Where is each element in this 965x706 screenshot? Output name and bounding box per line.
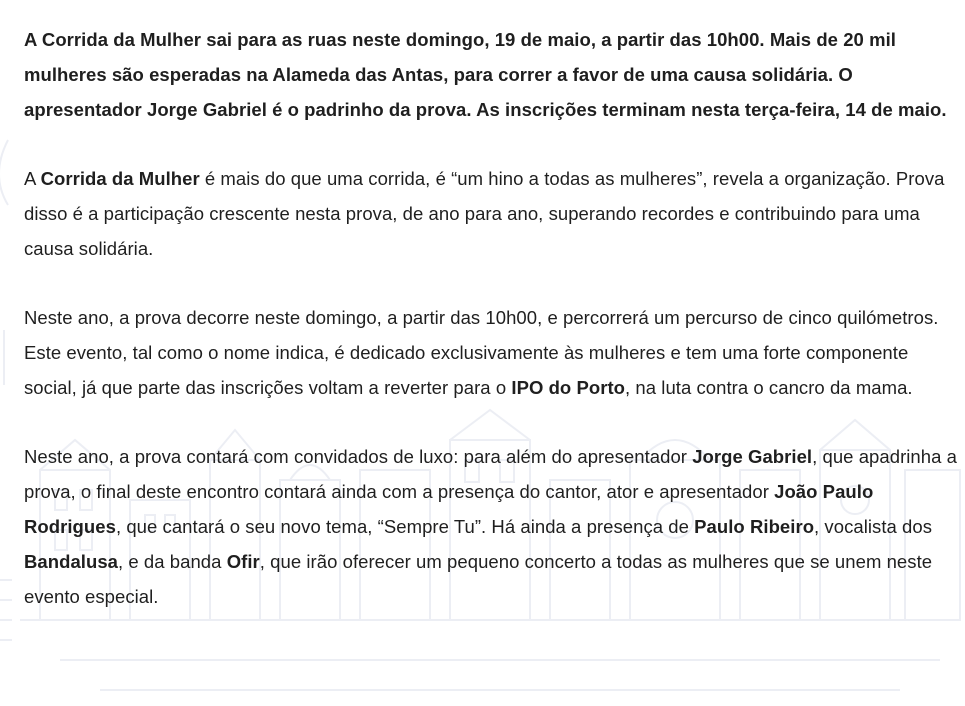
highlight-ofir: Ofir	[226, 551, 260, 572]
highlight-jorge-gabriel: Jorge Gabriel	[692, 446, 813, 467]
highlight-bandalusa: Bandalusa	[24, 551, 119, 572]
text-span: A	[24, 168, 41, 189]
highlight-paulo-ribeiro: Paulo Ribeiro	[694, 516, 815, 537]
text-span: , que cantará o seu novo tema, “Sempre Tu”. Há ainda a presença de	[115, 516, 695, 537]
article-paragraph-3	[24, 439, 959, 614]
text-span: , que irão oferecer um pequeno concerto a todas as mulheres que se unem neste evento especial.	[24, 551, 933, 607]
text-span: , e da banda	[118, 551, 227, 572]
text-span: Neste ano, a prova decorre neste domingo, a partir das 10h00, e percorrerá um percurso de cinco quilómetros. Este evento, tal como o nome indica, é dedicado exclusivamente às mulheres e tem uma forte componente social, já que parte das inscrições voltam a reverter para o	[24, 307, 939, 398]
text-span: Neste ano, a prova contará com convidados de luxo: para além do apresentador	[24, 446, 693, 467]
article-lead: A Corrida da Mulher sai para as ruas neste domingo, 19 de maio, a partir das 10h00. Mais de 20 mil mulheres são esperadas na Alameda das Antas, para correr a favor de uma causa solidária. O apresentador Jorge Gabriel é o padrinho da prova. As inscrições terminam nesta terça-feira, 14 de maio.	[24, 29, 947, 120]
text-span: , na luta contra o cancro da mama.	[625, 377, 913, 398]
article-body	[24, 22, 959, 648]
article-paragraph-2	[24, 300, 959, 405]
text-span: , que apadrinha a prova, o final deste encontro contará ainda com a presença do cantor, ator e apresentador	[24, 446, 957, 502]
text-span: , vocalista dos	[814, 516, 933, 537]
highlight-ipo-do-porto: IPO do Porto	[511, 377, 626, 398]
article-paragraph-1	[24, 161, 959, 266]
highlight-joao-paulo-rodrigues: João Paulo Rodrigues	[24, 481, 874, 537]
text-span: é mais do que uma corrida, é “um hino a todas as mulheres”, revela a organização. Prova disso é a participação crescente nesta prova, de ano para ano, superando recordes e contribuindo para uma causa solidária.	[24, 168, 945, 259]
highlight-corrida-da-mulher: Corrida da Mulher	[40, 168, 200, 189]
